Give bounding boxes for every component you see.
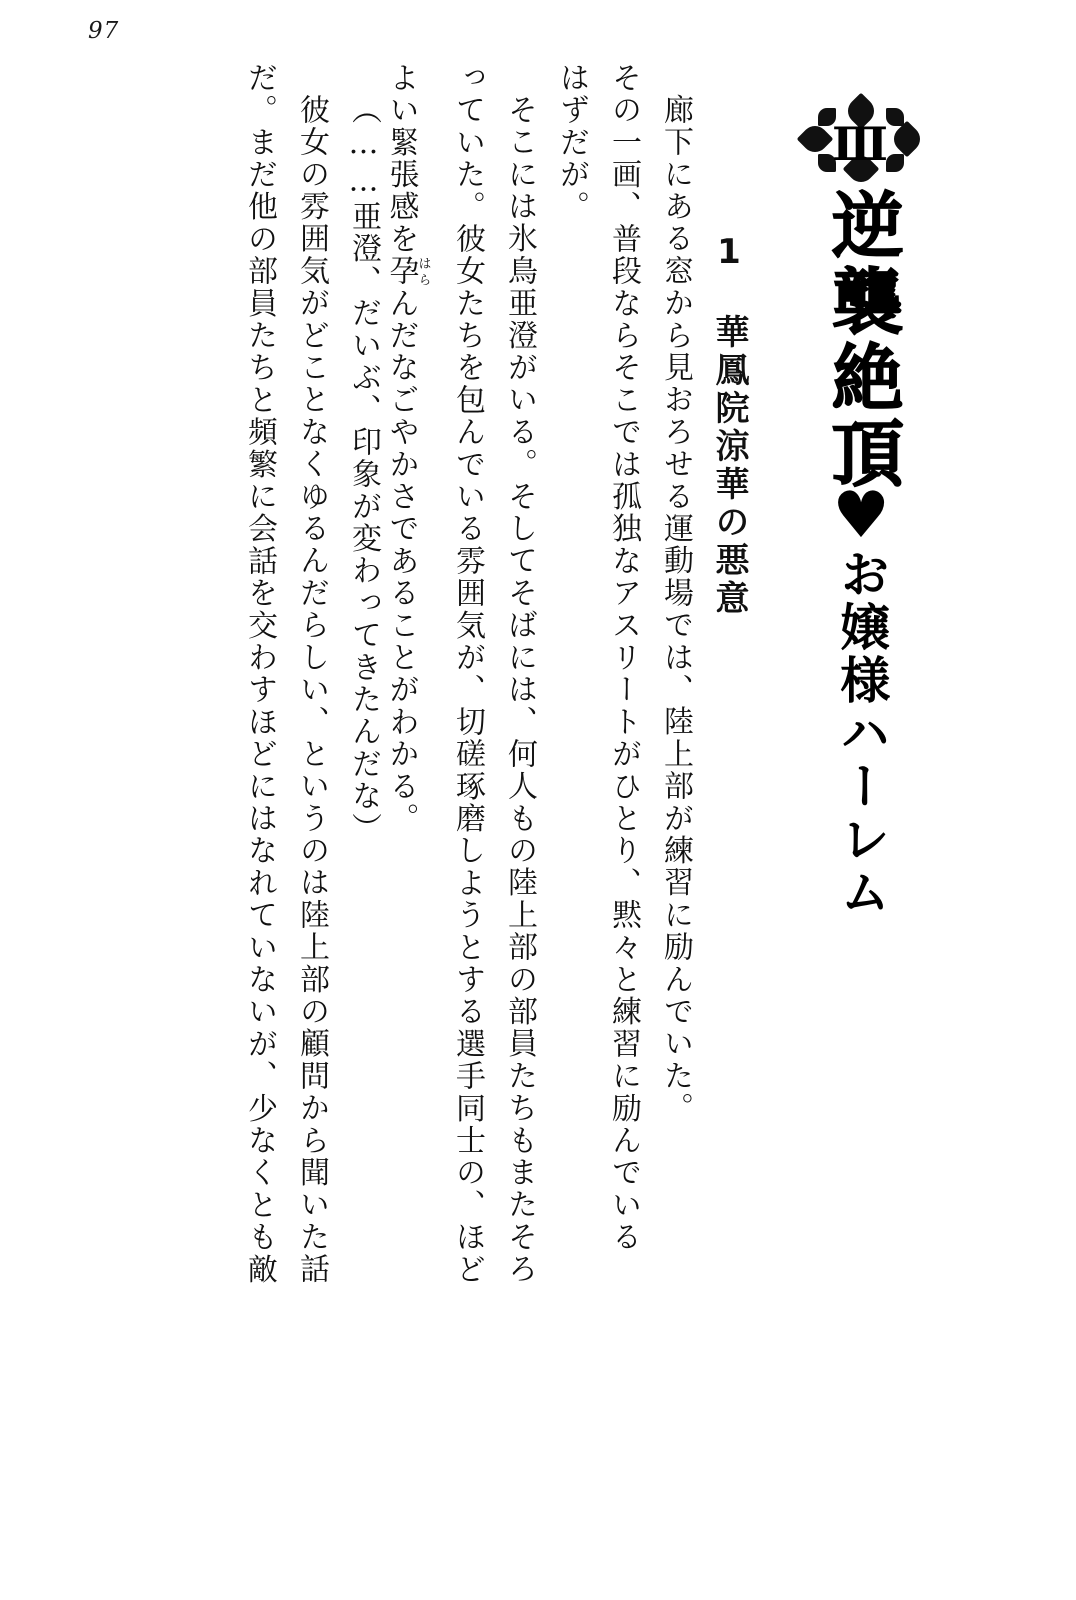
body-column: 彼女の雰囲気がどことなくゆるんだらしい、というのは陸上部の顧問から聞いた話	[294, 94, 329, 1286]
body-text	[38, 62, 749, 1560]
body-column: （……亜澄、だいぶ、印象が変わってきたんだな）	[346, 94, 381, 845]
chapter-numeral: Ⅲ	[831, 117, 891, 171]
body-column: その一画、普段ならそこでは孤独なアスリートがひとり、黙々と練習に励んでいる	[606, 62, 641, 1254]
chapter-ornament-icon	[800, 96, 922, 184]
body-column: 廊下にある窓から見おろせる運動場では、陸上部が練習に励んでいた。	[658, 94, 693, 1125]
ruby-annotation: 孕はら	[383, 255, 431, 288]
section-heading: 1 華鳳院涼華の悪意	[709, 232, 749, 618]
body-column: だ。まだ他の部員たちと頻繁に会話を交わすほどにはなれていないが、少なくとも敵	[242, 62, 277, 1286]
chapter-subtitle: お嬢様ハーレム	[832, 547, 891, 919]
chapter-title: 逆襲絶頂	[819, 188, 904, 492]
chapter-heading	[796, 96, 926, 919]
body-column: はずだが。	[554, 62, 589, 223]
body-column: っていた。彼女たちを包んでいる雰囲気が、切磋琢磨しようとする選手同士の、ほど	[450, 62, 485, 1286]
page-number: 97	[88, 18, 120, 44]
heart-icon: ♥	[832, 479, 890, 553]
body-column-with-ruby: よい緊張感を孕はらんだなごやかさであることがわかる。	[383, 62, 431, 835]
body-column: そこには氷鳥亜澄がいる。そしてそばには、何人もの陸上部の部員たちもまたそろ	[502, 94, 537, 1286]
